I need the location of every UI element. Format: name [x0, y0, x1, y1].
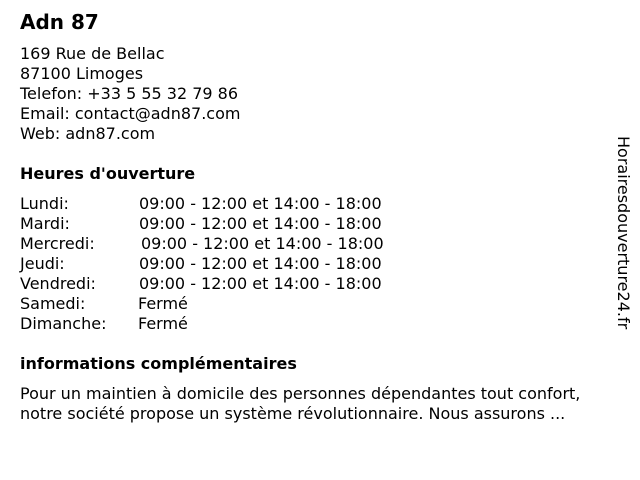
info-line-1: Pour un maintien à domicile des personnes dépendantes tout confort, — [20, 384, 581, 403]
time-value: 09:00 - 12:00 et 14:00 - 18:00 — [141, 234, 384, 253]
email-address: Email: contact@adn87.com — [20, 104, 241, 123]
day-label: Mardi: — [20, 214, 70, 233]
contact-block — [20, 44, 240, 144]
day-label: Mercredi: — [20, 234, 95, 253]
address-line-2: 87100 Limoges — [20, 64, 144, 83]
time-value: 09:00 - 12:00 et 14:00 - 18:00 — [139, 194, 382, 213]
address-line-1: 169 Rue de Bellac — [20, 44, 165, 63]
day-label: Dimanche: — [20, 314, 107, 333]
hours-heading: Heures d'ouverture — [20, 164, 196, 183]
time-value: 09:00 - 12:00 et 14:00 - 18:00 — [139, 274, 382, 293]
time-value: Fermé — [138, 294, 188, 313]
vertical-brand-watermark: Horairesdouverture24.fr — [614, 136, 633, 330]
phone-number: Telefon: +33 5 55 32 79 86 — [20, 84, 239, 103]
day-label: Jeudi: — [20, 254, 65, 273]
time-value: 09:00 - 12:00 et 14:00 - 18:00 — [139, 214, 382, 233]
day-label: Lundi: — [20, 194, 69, 213]
time-value: Fermé — [138, 314, 188, 333]
day-label: Vendredi: — [20, 274, 96, 293]
info-description — [20, 384, 630, 424]
day-label: Samedi: — [20, 294, 86, 313]
info-heading: informations complémentaires — [20, 354, 297, 373]
info-line-2: notre société propose un système révolutionnaire. Nous assurons ... — [20, 404, 566, 423]
website: Web: adn87.com — [20, 124, 156, 143]
business-name: Adn 87 — [20, 10, 99, 34]
time-value: 09:00 - 12:00 et 14:00 - 18:00 — [139, 254, 382, 273]
